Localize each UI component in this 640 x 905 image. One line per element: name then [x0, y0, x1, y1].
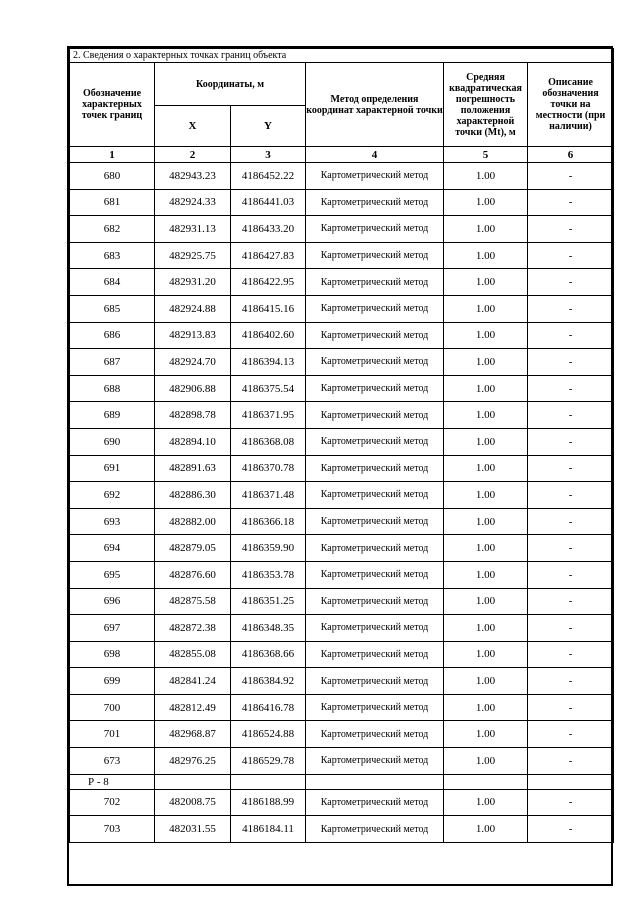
method-cell: Картометрический метод — [306, 721, 444, 748]
header-coordinates: Координаты, м — [155, 63, 306, 106]
point-number-cell: 686 — [70, 322, 155, 349]
accuracy-cell: 1.00 — [444, 242, 528, 269]
y-coordinate-cell: 4186394.13 — [231, 349, 306, 376]
empty-cell — [444, 774, 528, 789]
x-coordinate-cell: 482968.87 — [155, 721, 231, 748]
header-y: Y — [231, 106, 306, 147]
description-cell: - — [528, 615, 614, 642]
accuracy-cell: 1.00 — [444, 748, 528, 775]
accuracy-cell: 1.00 — [444, 694, 528, 721]
method-cell: Картометрический метод — [306, 349, 444, 376]
accuracy-cell: 1.00 — [444, 163, 528, 190]
x-coordinate-cell: 482882.00 — [155, 508, 231, 535]
accuracy-cell: 1.00 — [444, 789, 528, 816]
y-coordinate-cell: 4186359.90 — [231, 535, 306, 562]
table-row — [70, 561, 614, 588]
y-coordinate-cell: 4186402.60 — [231, 322, 306, 349]
description-cell: - — [528, 322, 614, 349]
header-accuracy: Средняя квадратическая погрешность положения характерной точки (Mt), м — [444, 63, 528, 147]
point-number-cell: 694 — [70, 535, 155, 562]
accuracy-cell: 1.00 — [444, 482, 528, 509]
y-coordinate-cell: 4186452.22 — [231, 163, 306, 190]
description-cell: - — [528, 455, 614, 482]
y-coordinate-cell: 4186384.92 — [231, 668, 306, 695]
accuracy-cell: 1.00 — [444, 816, 528, 843]
table-row — [70, 482, 614, 509]
x-coordinate-cell: 482876.60 — [155, 561, 231, 588]
description-cell: - — [528, 428, 614, 455]
method-cell: Картометрический метод — [306, 535, 444, 562]
description-cell: - — [528, 535, 614, 562]
table-row — [70, 748, 614, 775]
y-coordinate-cell: 4186366.18 — [231, 508, 306, 535]
table-row — [70, 322, 614, 349]
x-coordinate-cell: 482886.30 — [155, 482, 231, 509]
method-cell: Картометрический метод — [306, 561, 444, 588]
method-cell: Картометрический метод — [306, 455, 444, 482]
accuracy-cell: 1.00 — [444, 588, 528, 615]
accuracy-cell: 1.00 — [444, 428, 528, 455]
point-number-cell: 684 — [70, 269, 155, 296]
table-row — [70, 242, 614, 269]
method-cell: Картометрический метод — [306, 375, 444, 402]
table-row — [70, 508, 614, 535]
y-coordinate-cell: 4186348.35 — [231, 615, 306, 642]
y-coordinate-cell: 4186524.88 — [231, 721, 306, 748]
table-row — [70, 535, 614, 562]
point-number-cell: 703 — [70, 816, 155, 843]
y-coordinate-cell: 4186433.20 — [231, 216, 306, 243]
accuracy-cell: 1.00 — [444, 402, 528, 429]
accuracy-cell: 1.00 — [444, 349, 528, 376]
description-cell: - — [528, 721, 614, 748]
empty-cell — [70, 842, 614, 873]
x-coordinate-cell: 482906.88 — [155, 375, 231, 402]
method-cell: Картометрический метод — [306, 588, 444, 615]
x-coordinate-cell: 482976.25 — [155, 748, 231, 775]
column-number: 3 — [231, 147, 306, 163]
y-coordinate-cell: 4186416.78 — [231, 694, 306, 721]
method-cell: Картометрический метод — [306, 269, 444, 296]
boundary-points-table — [69, 48, 614, 873]
accuracy-cell: 1.00 — [444, 375, 528, 402]
table-row — [70, 189, 614, 216]
method-cell: Картометрический метод — [306, 641, 444, 668]
point-number-cell: 673 — [70, 748, 155, 775]
column-number: 4 — [306, 147, 444, 163]
x-coordinate-cell: 482913.83 — [155, 322, 231, 349]
x-coordinate-cell: 482008.75 — [155, 789, 231, 816]
table-row — [70, 615, 614, 642]
accuracy-cell: 1.00 — [444, 721, 528, 748]
method-cell: Картометрический метод — [306, 789, 444, 816]
method-cell: Картометрический метод — [306, 816, 444, 843]
method-cell: Картометрический метод — [306, 615, 444, 642]
accuracy-cell: 1.00 — [444, 295, 528, 322]
empty-cell — [231, 774, 306, 789]
description-cell: - — [528, 349, 614, 376]
description-cell: - — [528, 641, 614, 668]
x-coordinate-cell: 482943.23 — [155, 163, 231, 190]
document-frame — [67, 46, 613, 886]
table-row — [70, 721, 614, 748]
description-cell: - — [528, 588, 614, 615]
description-cell: - — [528, 668, 614, 695]
description-cell: - — [528, 242, 614, 269]
column-number: 6 — [528, 147, 614, 163]
accuracy-cell: 1.00 — [444, 561, 528, 588]
method-cell: Картометрический метод — [306, 748, 444, 775]
method-cell: Картометрический метод — [306, 428, 444, 455]
y-coordinate-cell: 4186371.48 — [231, 482, 306, 509]
x-coordinate-cell: 482855.08 — [155, 641, 231, 668]
table-row — [70, 402, 614, 429]
x-coordinate-cell: 482925.75 — [155, 242, 231, 269]
method-cell: Картометрический метод — [306, 668, 444, 695]
x-coordinate-cell: 482931.20 — [155, 269, 231, 296]
description-cell: - — [528, 163, 614, 190]
accuracy-cell: 1.00 — [444, 535, 528, 562]
table-row — [70, 163, 614, 190]
x-coordinate-cell: 482872.38 — [155, 615, 231, 642]
y-coordinate-cell: 4186427.83 — [231, 242, 306, 269]
accuracy-cell: 1.00 — [444, 668, 528, 695]
table-row — [70, 375, 614, 402]
table-row — [70, 668, 614, 695]
method-cell: Картометрический метод — [306, 189, 444, 216]
description-cell: - — [528, 482, 614, 509]
description-cell: - — [528, 561, 614, 588]
empty-row — [70, 842, 614, 873]
accuracy-cell: 1.00 — [444, 189, 528, 216]
description-cell: - — [528, 189, 614, 216]
y-coordinate-cell: 4186371.95 — [231, 402, 306, 429]
accuracy-cell: 1.00 — [444, 455, 528, 482]
description-cell: - — [528, 375, 614, 402]
table-row — [70, 588, 614, 615]
point-number-cell: 693 — [70, 508, 155, 535]
empty-cell — [528, 774, 614, 789]
accuracy-cell: 1.00 — [444, 216, 528, 243]
x-coordinate-cell: 482812.49 — [155, 694, 231, 721]
y-coordinate-cell: 4186184.11 — [231, 816, 306, 843]
point-number-cell: 696 — [70, 588, 155, 615]
accuracy-cell: 1.00 — [444, 615, 528, 642]
table-row — [70, 641, 614, 668]
table-caption: 2. Сведения о характерных точках границ объекта — [70, 49, 614, 63]
x-coordinate-cell: 482898.78 — [155, 402, 231, 429]
y-coordinate-cell: 4186188.99 — [231, 789, 306, 816]
point-number-cell: 691 — [70, 455, 155, 482]
x-coordinate-cell: 482891.63 — [155, 455, 231, 482]
method-cell: Картометрический метод — [306, 508, 444, 535]
description-cell: - — [528, 216, 614, 243]
method-cell: Картометрический метод — [306, 242, 444, 269]
point-number-cell: 698 — [70, 641, 155, 668]
table-row — [70, 349, 614, 376]
description-cell: - — [528, 748, 614, 775]
point-number-cell: 687 — [70, 349, 155, 376]
accuracy-cell: 1.00 — [444, 322, 528, 349]
y-coordinate-cell: 4186415.16 — [231, 295, 306, 322]
point-number-cell: 683 — [70, 242, 155, 269]
point-number-cell: 685 — [70, 295, 155, 322]
method-cell: Картометрический метод — [306, 163, 444, 190]
column-number: 2 — [155, 147, 231, 163]
y-coordinate-cell: 4186441.03 — [231, 189, 306, 216]
method-cell: Картометрический метод — [306, 482, 444, 509]
y-coordinate-cell: 4186422.95 — [231, 269, 306, 296]
y-coordinate-cell: 4186368.08 — [231, 428, 306, 455]
description-cell: - — [528, 508, 614, 535]
point-number-cell: 680 — [70, 163, 155, 190]
x-coordinate-cell: 482924.88 — [155, 295, 231, 322]
y-coordinate-cell: 4186368.66 — [231, 641, 306, 668]
point-number-cell: 700 — [70, 694, 155, 721]
point-number-cell: 688 — [70, 375, 155, 402]
description-cell: - — [528, 816, 614, 843]
description-cell: - — [528, 269, 614, 296]
description-cell: - — [528, 694, 614, 721]
y-coordinate-cell: 4186353.78 — [231, 561, 306, 588]
table-row — [70, 455, 614, 482]
x-coordinate-cell: 482894.10 — [155, 428, 231, 455]
point-number-cell: 695 — [70, 561, 155, 588]
point-number-cell: 690 — [70, 428, 155, 455]
column-number: 5 — [444, 147, 528, 163]
y-coordinate-cell: 4186375.54 — [231, 375, 306, 402]
group-row — [70, 774, 614, 789]
table-row — [70, 428, 614, 455]
table-row — [70, 295, 614, 322]
point-number-cell: 682 — [70, 216, 155, 243]
description-cell: - — [528, 295, 614, 322]
header-x: X — [155, 106, 231, 147]
x-coordinate-cell: 482931.13 — [155, 216, 231, 243]
point-number-cell: 692 — [70, 482, 155, 509]
y-coordinate-cell: 4186351.25 — [231, 588, 306, 615]
header-description: Описание обозначения точки на местности (при наличии) — [528, 63, 614, 147]
empty-cell — [306, 774, 444, 789]
point-number-cell: 702 — [70, 789, 155, 816]
header-point-designation: Обозначение характерных точек границ — [70, 63, 155, 147]
method-cell: Картометрический метод — [306, 694, 444, 721]
point-number-cell: 697 — [70, 615, 155, 642]
x-coordinate-cell: 482031.55 — [155, 816, 231, 843]
header-method: Метод определения координат характерной точки — [306, 63, 444, 147]
y-coordinate-cell: 4186370.78 — [231, 455, 306, 482]
table-row — [70, 269, 614, 296]
x-coordinate-cell: 482841.24 — [155, 668, 231, 695]
empty-cell — [155, 774, 231, 789]
x-coordinate-cell: 482875.58 — [155, 588, 231, 615]
x-coordinate-cell: 482879.05 — [155, 535, 231, 562]
method-cell: Картометрический метод — [306, 402, 444, 429]
description-cell: - — [528, 789, 614, 816]
x-coordinate-cell: 482924.70 — [155, 349, 231, 376]
method-cell: Картометрический метод — [306, 322, 444, 349]
table-row — [70, 216, 614, 243]
table-row — [70, 789, 614, 816]
group-label: Р - 8 — [70, 774, 155, 789]
description-cell: - — [528, 402, 614, 429]
method-cell: Картометрический метод — [306, 216, 444, 243]
column-numbers-row — [70, 147, 614, 163]
column-number: 1 — [70, 147, 155, 163]
accuracy-cell: 1.00 — [444, 641, 528, 668]
point-number-cell: 689 — [70, 402, 155, 429]
y-coordinate-cell: 4186529.78 — [231, 748, 306, 775]
x-coordinate-cell: 482924.33 — [155, 189, 231, 216]
method-cell: Картометрический метод — [306, 295, 444, 322]
accuracy-cell: 1.00 — [444, 269, 528, 296]
accuracy-cell: 1.00 — [444, 508, 528, 535]
point-number-cell: 699 — [70, 668, 155, 695]
table-row — [70, 816, 614, 843]
point-number-cell: 701 — [70, 721, 155, 748]
point-number-cell: 681 — [70, 189, 155, 216]
table-row — [70, 694, 614, 721]
